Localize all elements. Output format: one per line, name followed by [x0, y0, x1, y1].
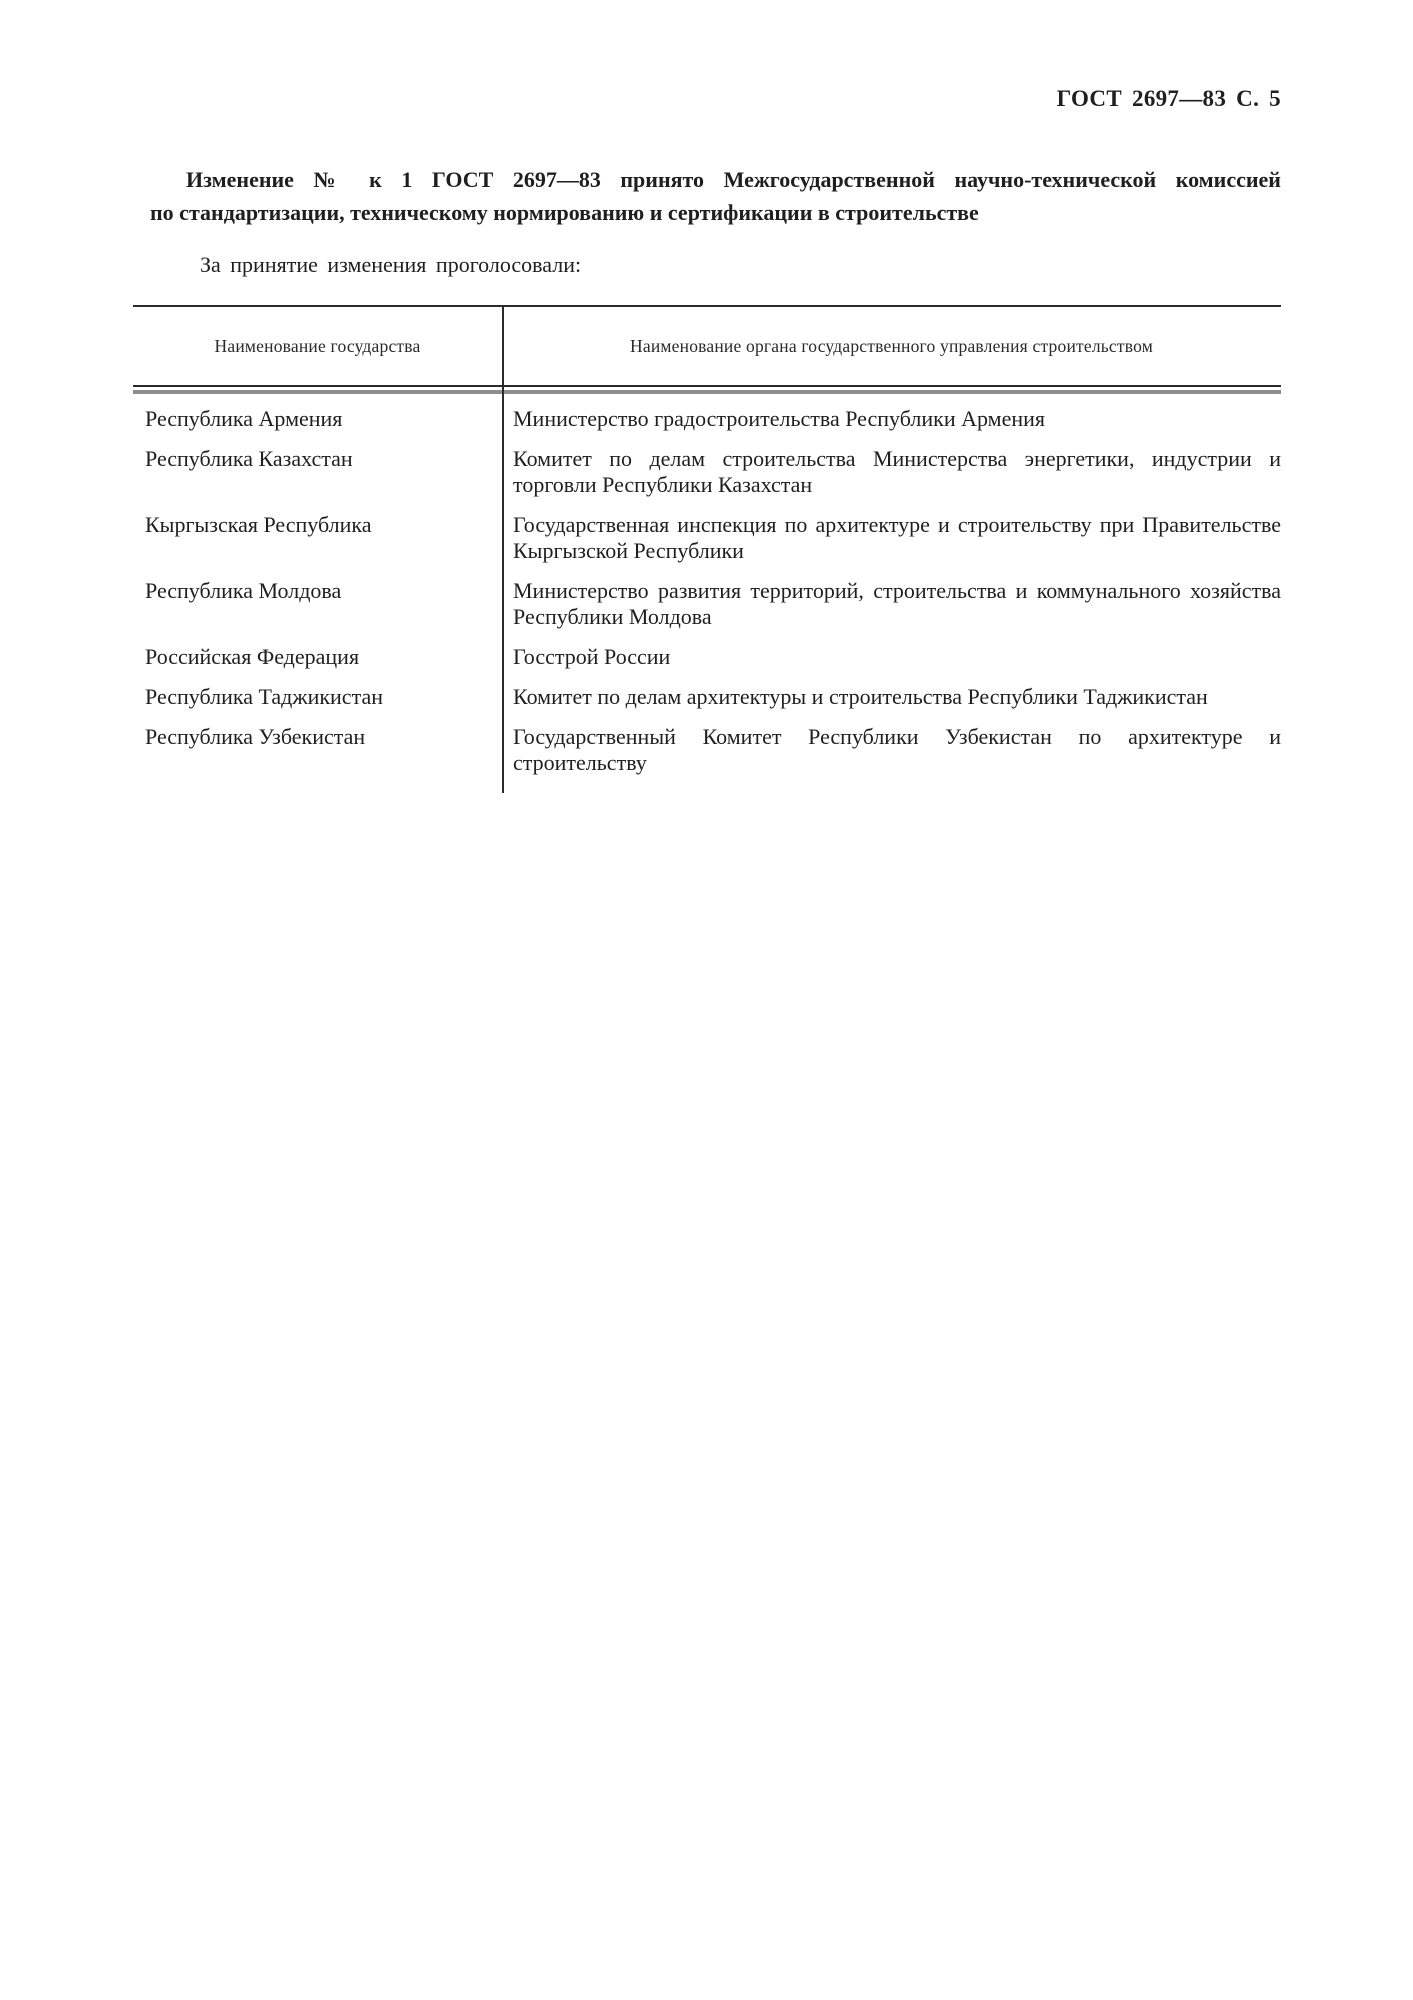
- page-header-standard-number: ГОСТ 2697—83 С. 5: [1056, 86, 1281, 111]
- org-name-cell: Министерство развития территорий, строительства и коммунального хозяйства Республики Молдова: [513, 578, 1281, 629]
- state-name-cell: Республика Армения: [145, 406, 343, 431]
- table-row: [133, 677, 1281, 717]
- table-row: [133, 505, 1281, 571]
- amendment-intro-line-2: по стандартизации, техническому нормированию и сертификации в строительстве: [150, 200, 979, 225]
- table-row: [133, 717, 1281, 783]
- table-row: [133, 399, 1281, 439]
- org-name-cell: Государственная инспекция по архитектуре и строительству при Правительстве Кыргызской Республики: [513, 512, 1281, 563]
- table-body: [133, 394, 1281, 793]
- table-header-state-column: Наименование государства: [214, 335, 421, 356]
- org-name-cell: Министерство градостроительства Республики Армения: [513, 406, 1045, 431]
- org-name-cell: Государственный Комитет Республики Узбекистан по архитектуре и строительству: [513, 724, 1281, 775]
- org-name-cell: Госстрой России: [513, 644, 671, 669]
- vote-statement: За принятие изменения проголосовали:: [200, 252, 582, 277]
- table-row: [133, 637, 1281, 677]
- table-row: [133, 439, 1281, 505]
- amendment-intro-line-1: Изменение № к 1 ГОСТ 2697—83 принято Межгосударственной научно-технической комиссией: [186, 167, 1281, 192]
- state-name-cell: Российская Федерация: [145, 644, 360, 669]
- table-row: [133, 571, 1281, 637]
- table-column-divider: [502, 307, 504, 793]
- state-name-cell: Республика Казахстан: [145, 446, 353, 471]
- table-header-org-column: Наименование органа государственного управления строительством: [630, 335, 1153, 356]
- org-name-cell: Комитет по делам архитектуры и строительства Республики Таджикистан: [513, 684, 1208, 709]
- state-name-cell: Кыргызская Республика: [145, 512, 372, 537]
- state-name-cell: Республика Таджикистан: [145, 684, 383, 709]
- org-name-cell: Комитет по делам строительства Министерства энергетики, индустрии и торговли Республики Казахстан: [513, 446, 1281, 497]
- table-header-row: [133, 307, 1281, 385]
- state-name-cell: Республика Молдова: [145, 578, 342, 603]
- voting-states-table: [133, 305, 1281, 793]
- amendment-intro-paragraph: [150, 163, 1281, 229]
- state-name-cell: Республика Узбекистан: [145, 724, 366, 749]
